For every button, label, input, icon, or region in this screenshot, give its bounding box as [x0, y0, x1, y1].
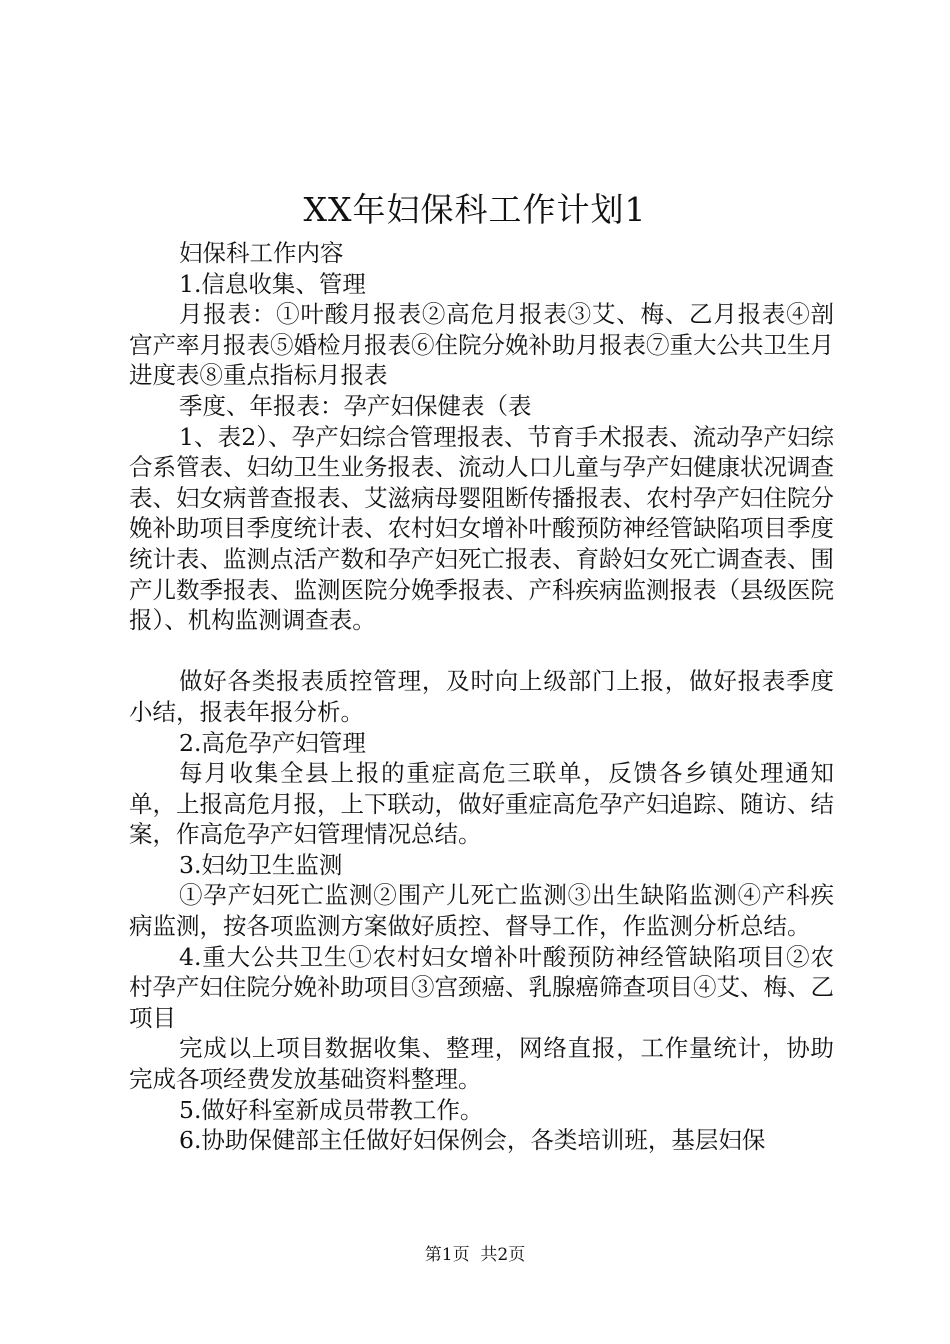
paragraph-spacer — [129, 636, 834, 667]
paragraph-quarterly-reports-list: 1、表2）、孕产妇综合管理报表、节育手术报表、流动孕产妇综合系管表、妇幼卫生业务报表、流动人口儿童与孕产妇健康状况调查表、妇女病普查报表、艾滋病母婴阻断传播报表、农村孕产妇住院分娩补助项目季度统计表、农村妇女增补叶酸预防神经管缺陷项目季度统计表、监测点活产数和孕产妇死亡报表、育龄妇女死亡调查表、围产儿数季报表、监测医院分娩季报表、产科疾病监测报表（县级医院报）、机构监测调查表。 — [129, 422, 834, 635]
paragraph-quarterly-reports: 季度、年报表：孕产妇保健表（表 — [179, 391, 532, 420]
page-footer — [0, 1243, 950, 1267]
paragraph-item-6-heading: 6.协助保健部主任做好妇保例会，各类培训班，基层妇保 — [179, 1126, 766, 1155]
paragraph-monthly-reports: 月报表：①叶酸月报表②高危月报表③艾、梅、乙月报表④剖宫产率月报表⑤婚检月报表⑥住院分娩补助月报表⑦重大公共卫生月进度表⑧重点指标月报表 — [129, 300, 834, 390]
paragraph-high-risk: 每月收集全县上报的重症高危三联单，反馈各乡镇处理通知单，上报高危月报，上下联动，做好重症高危孕产妇追踪、随访、结案，作高危孕产妇管理情况总结。 — [129, 759, 834, 849]
paragraph-report-quality: 做好各类报表质控管理，及时向上级部门上报，做好报表季度小结，报表年报分析。 — [129, 667, 834, 726]
paragraph-project-data: 完成以上项目数据收集、整理，网络直报，工作量统计，协助完成各项经费发放基础资料整理。 — [129, 1034, 834, 1094]
page-number: 第1页 共2页 — [424, 1245, 526, 1265]
paragraph-item-5-heading: 5.做好科室新成员带教工作。 — [179, 1095, 484, 1124]
paragraph-section-heading: 妇保科工作内容 — [179, 239, 344, 267]
paragraph-item-1-heading: 1.信息收集、管理 — [179, 269, 366, 298]
document-title: XX年妇保科工作计划1 — [303, 190, 647, 229]
paragraph-item-2-heading: 2.高危孕产妇管理 — [179, 728, 366, 757]
paragraph-item-4-heading: 4.重大公共卫生①农村妇女增补叶酸预防神经管缺陷项目②农村孕产妇住院分娩补助项目③宫颈癌、乳腺癌筛查项目④艾、梅、乙项目 — [129, 942, 834, 1032]
paragraph-item-3-heading: 3.妇幼卫生监测 — [179, 850, 343, 879]
document-body — [129, 238, 834, 1156]
paragraph-monitoring: ①孕产妇死亡监测②围产儿死亡监测③出生缺陷监测④产科疾病监测，按各项监测方案做好质控、督导工作，作监测分析总结。 — [129, 881, 834, 941]
